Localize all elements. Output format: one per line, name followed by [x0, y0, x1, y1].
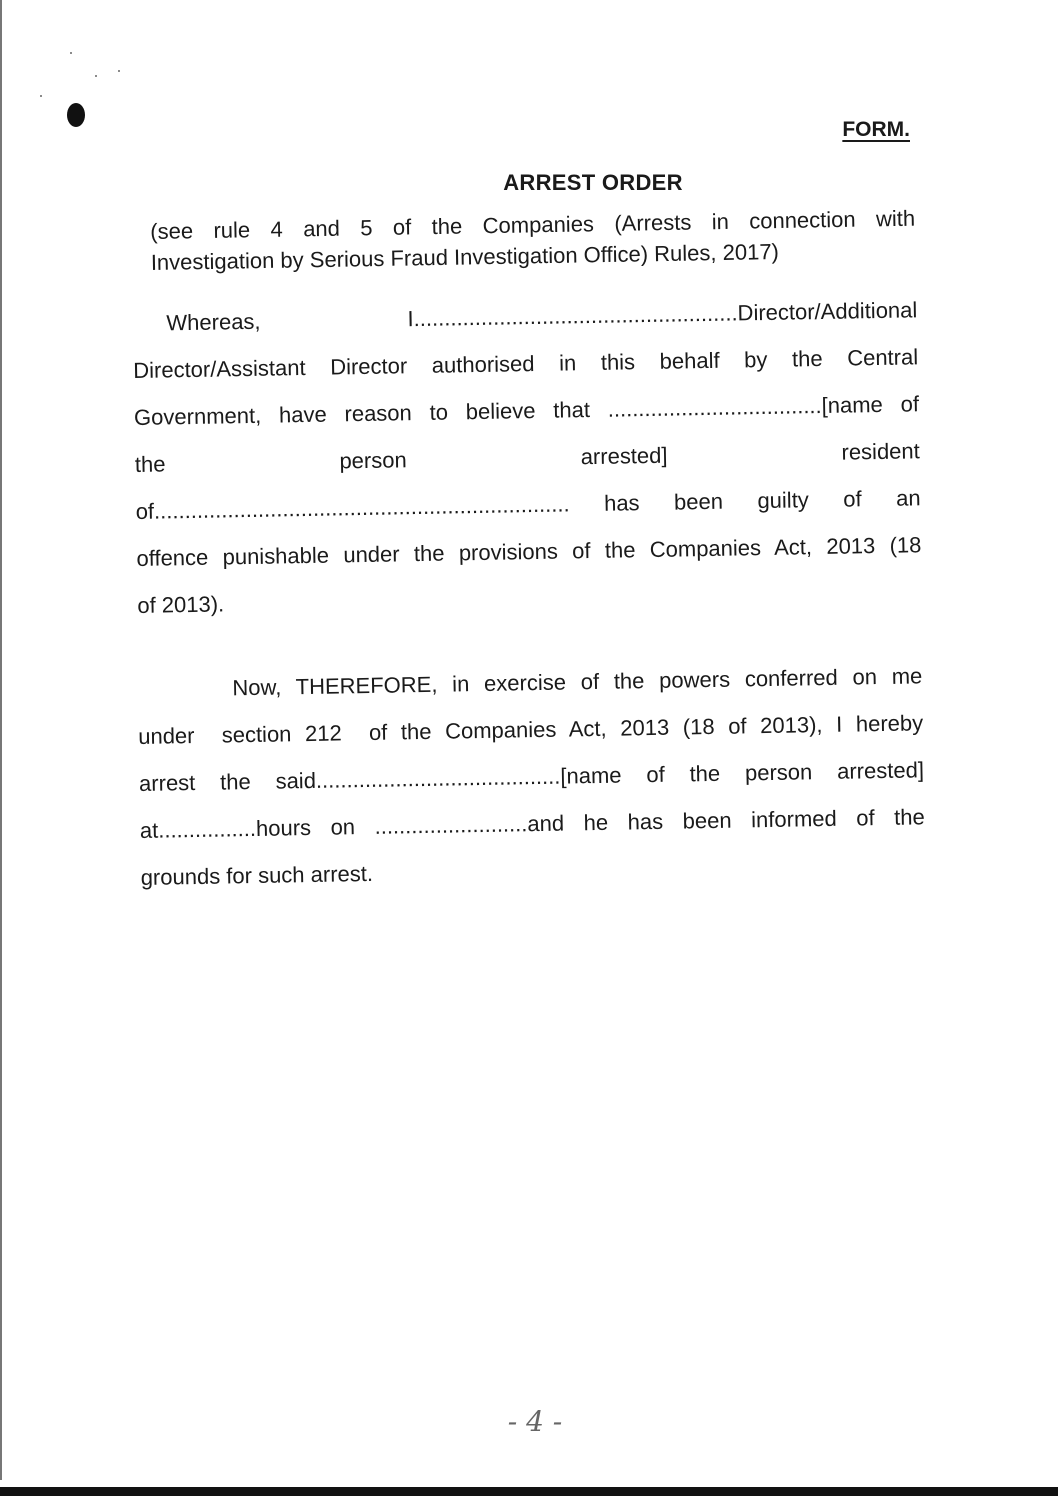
paragraph-whereas [132, 286, 923, 629]
paragraph-line: Government, have reason to believe that ...................................[name of [133, 391, 920, 430]
scan-speck [118, 70, 120, 72]
paragraph-line: offence punishable under the provisions of the Companies Act, 2013 (18 [136, 532, 922, 571]
paragraph-line: of.................................................................... has been guilty of an [135, 485, 921, 524]
scan-speck [70, 52, 72, 54]
rule-reference-line: (see rule 4 and 5 of the Companies (Arrests in connection with [150, 205, 916, 244]
rule-reference [150, 203, 916, 278]
scan-left-edge [0, 0, 2, 1480]
punch-hole-mark [67, 103, 85, 127]
paragraph-line: arrest the said........................................[name of the person arrested] [138, 757, 925, 796]
page-number: - 4 - [507, 1405, 563, 1438]
paragraph-line: of 2013). [137, 591, 225, 618]
rule-reference-line: Investigation by Serious Fraud Investigation Office) Rules, 2017) [150, 239, 780, 275]
document-title: ARREST ORDER [503, 170, 683, 195]
paragraph-line: the person arrested] resident [134, 438, 920, 477]
paragraph-line: Now, THEREFORE, in exercise of the powers conferred on me [232, 663, 923, 701]
paragraph-therefore [137, 652, 926, 901]
paragraph-line: under section 212 of the Companies Act, 2013 (18 of 2013), I hereby [138, 710, 924, 749]
scan-speck [40, 95, 42, 97]
paragraph-line: at................hours on .........................and he has been informed of the [139, 804, 925, 843]
scan-bottom-edge [0, 1487, 1058, 1496]
paragraph-line: grounds for such arrest. [140, 860, 374, 890]
form-label: FORM. [842, 118, 910, 141]
scan-speck [95, 75, 97, 77]
paragraph-line: Director/Assistant Director authorised in this behalf by the Central [133, 344, 919, 383]
paragraph-line: Whereas, I.....................................................Director/Additional [166, 297, 918, 336]
